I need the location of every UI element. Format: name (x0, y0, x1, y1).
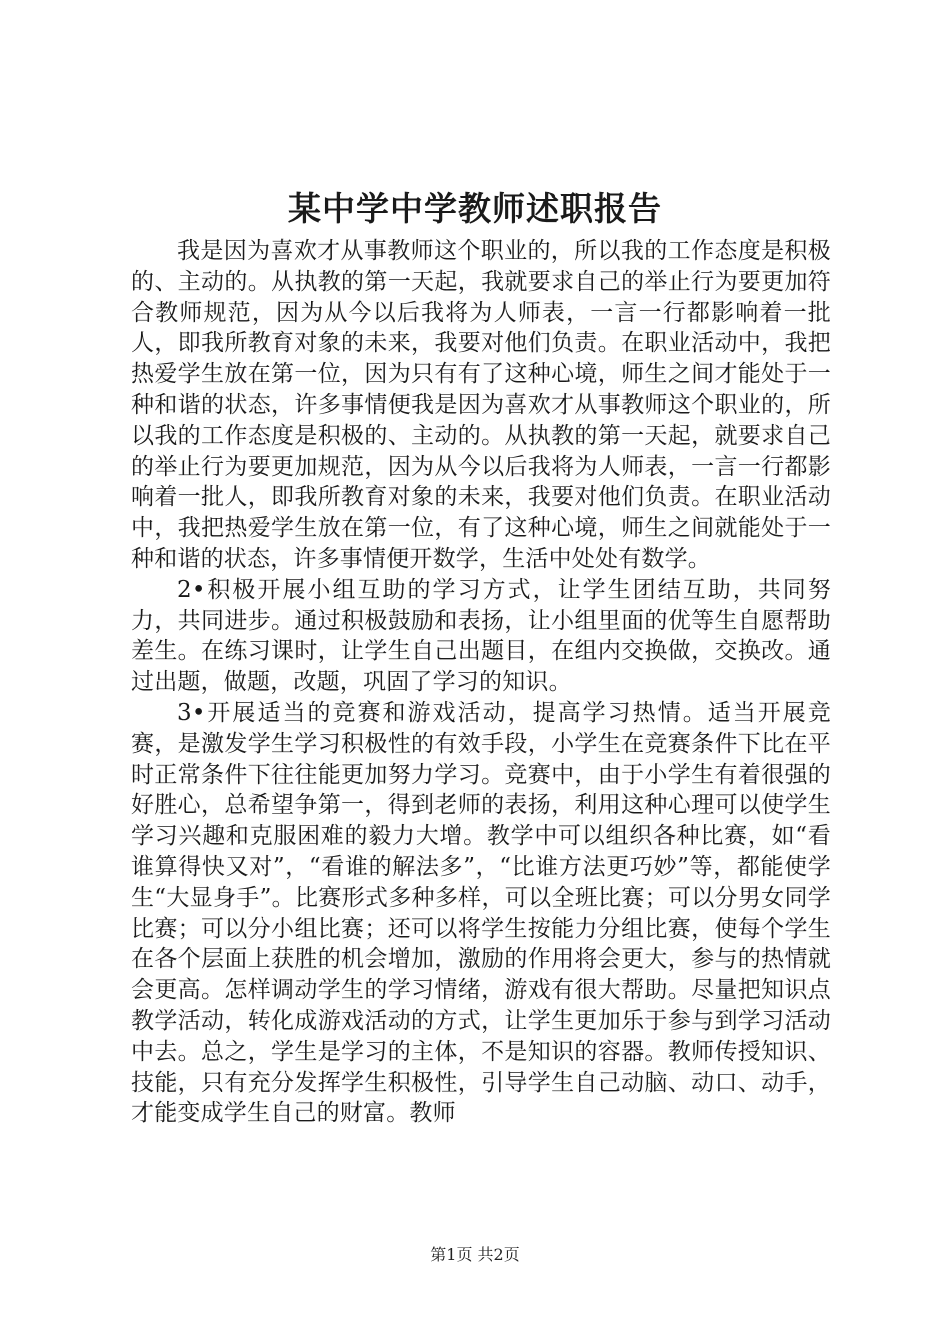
paragraph-1: 我是因为喜欢才从事教师这个职业的，所以我的工作态度是积极的、主动的。从执教的第一天起，我就要求自己的举止行为要更加符合教师规范，因为从今以后我将为人师表，一言一行都影响着一批人，即我所教育对象的未来，我要对他们负责。在职业活动中，我把热爱学生放在第一位，因为只有有了这种心境，师生之间才能处于一种和谐的状态，许多事情便我是因为喜欢才从事教师这个职业的，所以我的工作态度是积极的、主动的。从执教的第一天起，就要求自己的举止行为要更加规范，因为从今以后我将为人师表，一言一行都影响着一批人，即我所教育对象的未来，我要对他们负责。在职业活动中，我把热爱学生放在第一位，有了这种心境，师生之间就能处于一种和谐的状态，许多事情便开数学，生活中处处有数学。 (131, 238, 831, 572)
paragraph-2: 2•积极开展小组互助的学习方式，让学生团结互助，共同努力，共同进步。通过积极鼓励和表扬，让小组里面的优等生自愿帮助差生。在练习课时，让学生自己出题目，在组内交换做，交换改。通过出题，做题，改题，巩固了学习的知识。 (131, 576, 831, 696)
page-footer: 第1页 共2页 (430, 1245, 520, 1264)
document-title: 某中学中学教师述职报告 (288, 189, 662, 228)
paragraph-3: 3•开展适当的竞赛和游戏活动，提高学习热情。适当开展竞赛，是激发学生学习积极性的有效手段，小学生在竞赛条件下比在平时正常条件下往往能更加努力学习。竞赛中，由于小学生有着很强的好胜心，总希望争第一，得到老师的表扬，利用这种心理可以使学生学习兴趣和克服困难的毅力大增。教学中可以组织各种比赛，如“看谁算得快又对”，“看谁的解法多”，“比谁方法更巧妙”等，都能使学生“大显身手”。比赛形式多种多样，可以全班比赛；可以分男女同学比赛；可以分小组比赛；还可以将学生按能力分组比赛，使每个学生在各个层面上获胜的机会增加，激励的作用将会更大，参与的热情就会更高。怎样调动学生的学习情绪，游戏有很大帮助。尽量把知识点教学活动，转化成游戏活动的方式，让学生更加乐于参与到学习活动中去。总之，学生是学习的主体，不是知识的容器。教师传授知识、技能，只有充分发挥学生积极性，引导学生自己动脑、动口、动手，才能变成学生自己的财富。教师 (131, 699, 831, 1127)
document-body (131, 236, 831, 1129)
